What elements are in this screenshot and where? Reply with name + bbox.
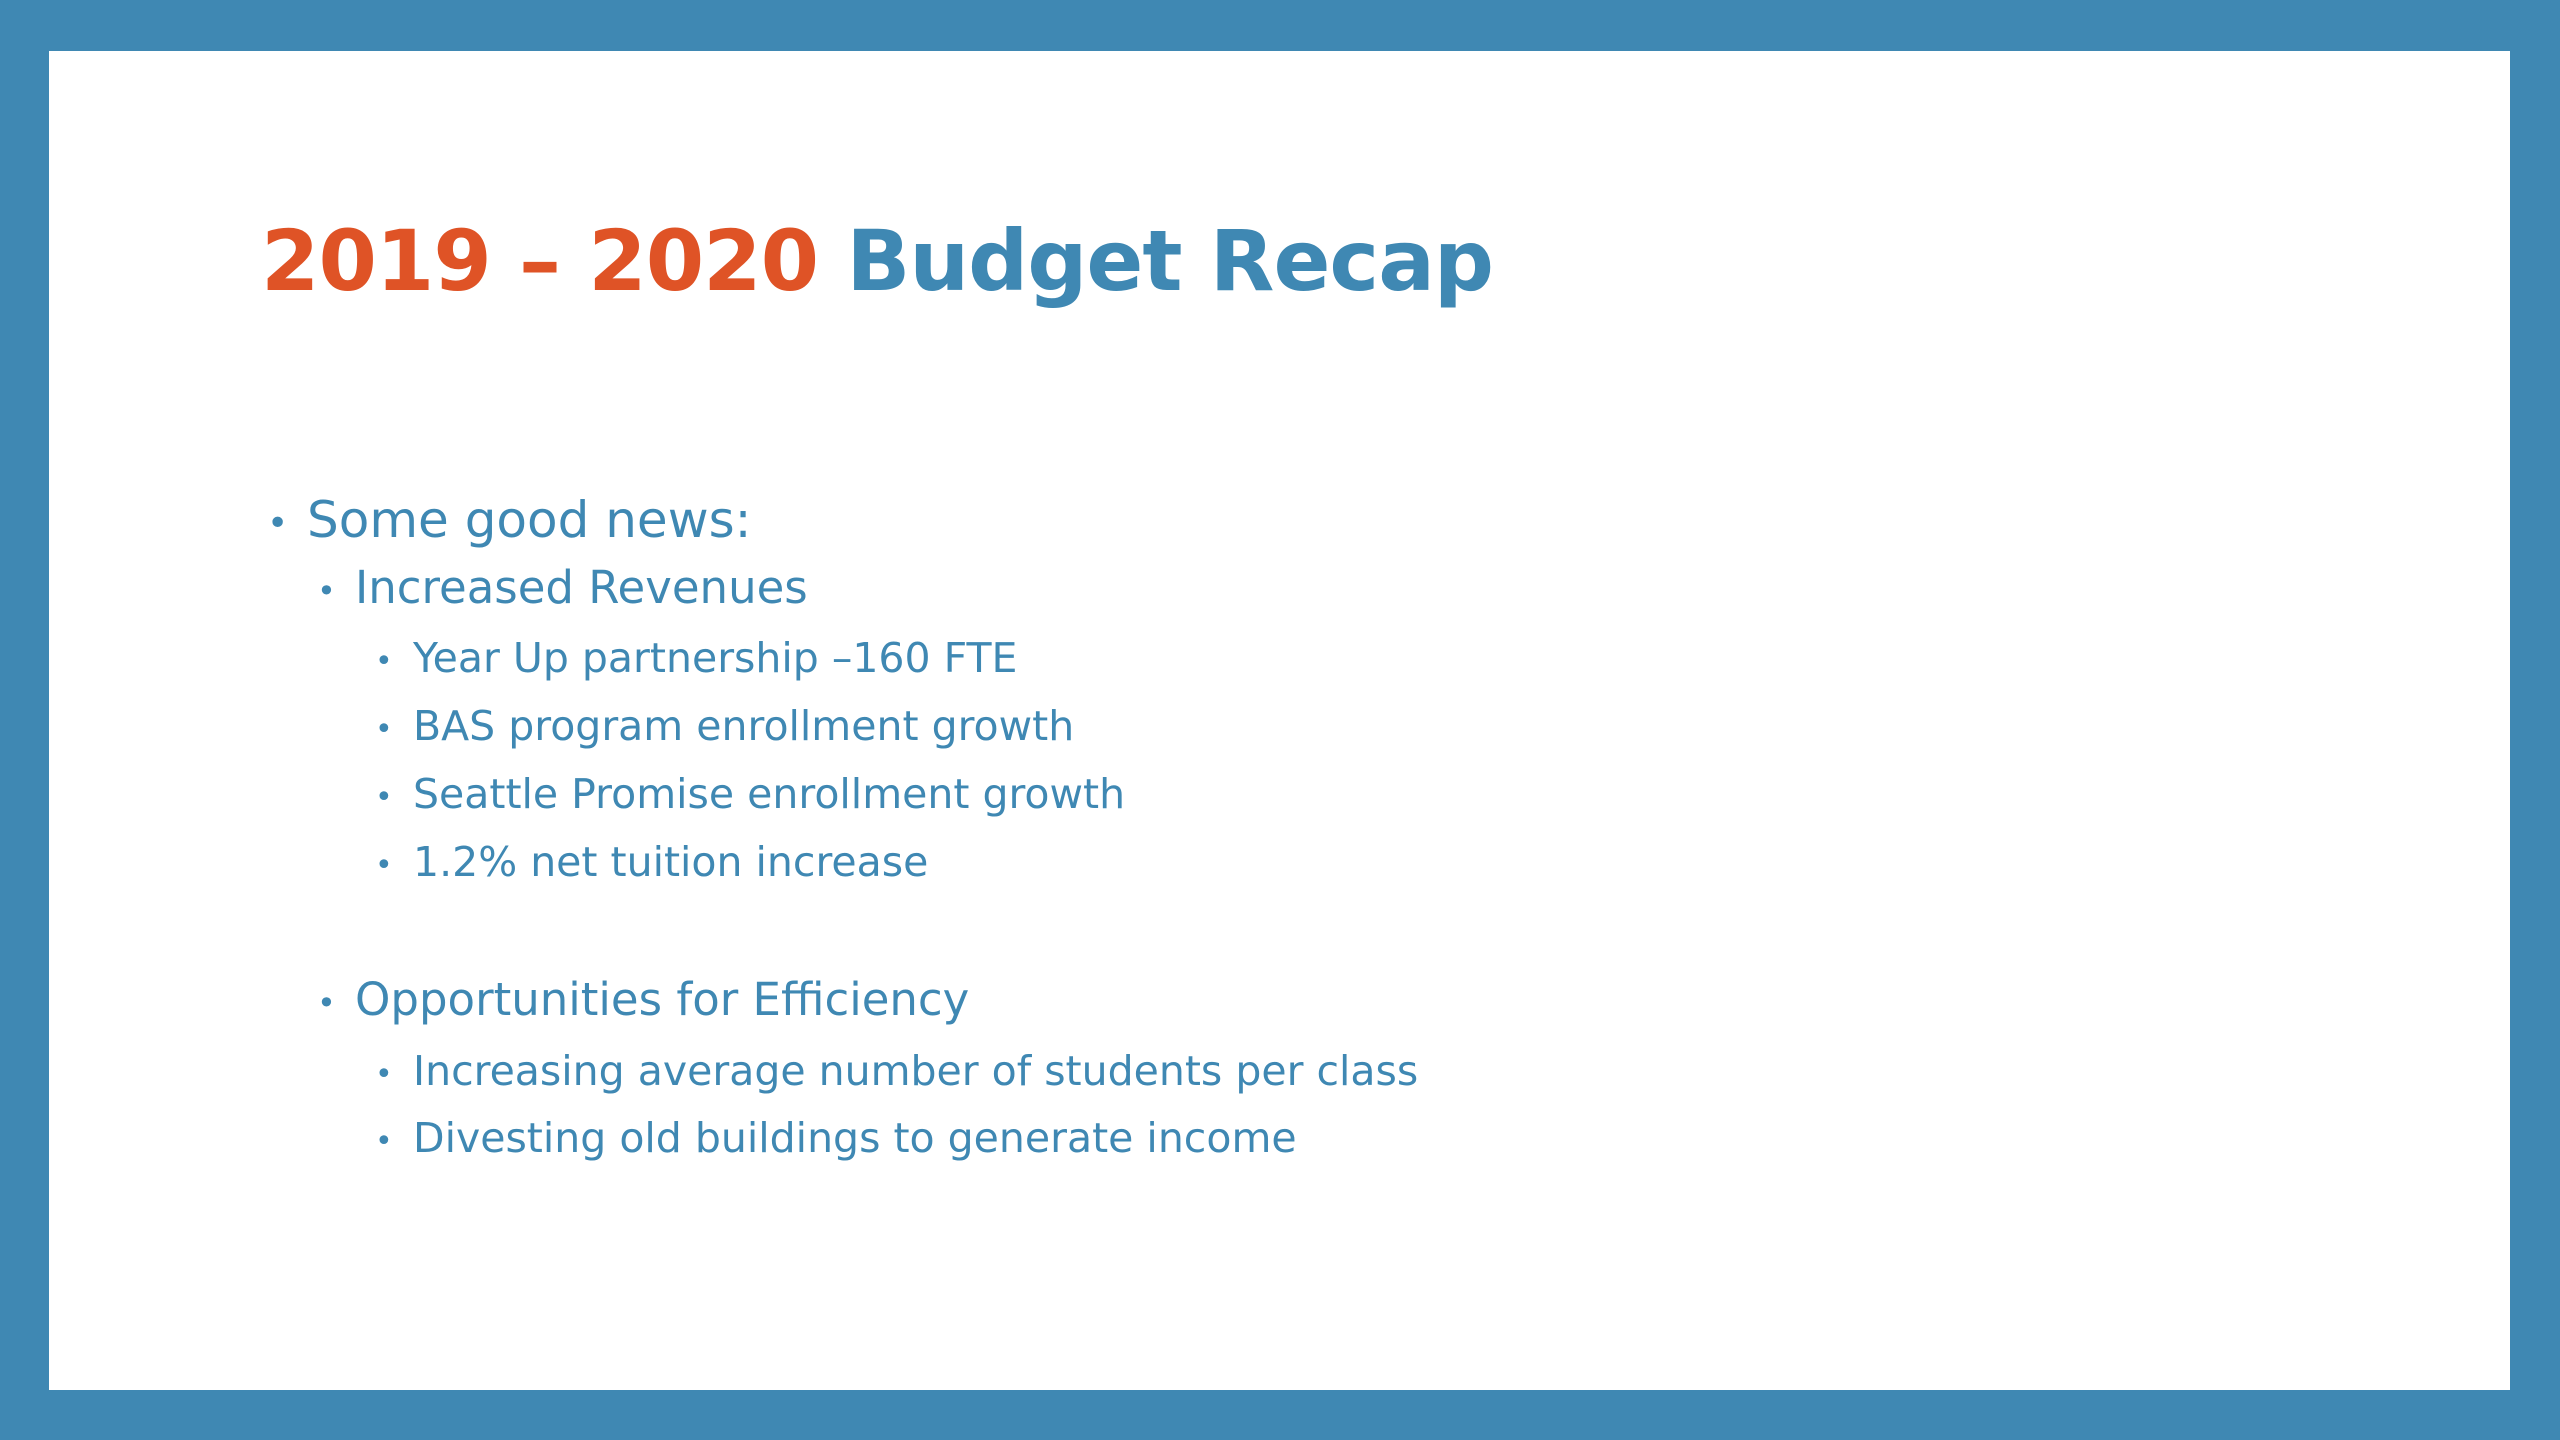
- bullet-opportunities-efficiency: [317, 973, 970, 1026]
- bullet-dot-icon: •: [375, 1124, 393, 1159]
- bullet-text: Opportunities for Efficiency: [355, 973, 970, 1026]
- bullet-dot-icon: •: [375, 644, 393, 679]
- slide: [49, 51, 2510, 1390]
- bullet-revenue-item: [375, 634, 1018, 682]
- bullet-revenue-item: [375, 838, 929, 886]
- bullet-text: Increased Revenues: [355, 561, 808, 614]
- bullet-dot-icon: •: [267, 503, 289, 544]
- bullet-dot-icon: •: [375, 780, 393, 815]
- bullet-text: Divesting old buildings to generate income: [413, 1114, 1297, 1162]
- bullet-dot-icon: •: [375, 1057, 393, 1092]
- bullet-text: Year Up partnership –160 FTE: [413, 634, 1018, 682]
- bullet-list: [49, 51, 2510, 1390]
- bullet-text: Some good news:: [307, 491, 752, 549]
- title-text: Budget Recap: [846, 212, 1494, 310]
- bullet-dot-icon: •: [317, 572, 336, 610]
- bullet-good-news: [267, 491, 752, 549]
- bullet-efficiency-item: [375, 1114, 1297, 1162]
- bullet-revenue-item: [375, 770, 1126, 818]
- bullet-text: BAS program enrollment growth: [413, 702, 1075, 750]
- bullet-text: Increasing average number of students per class: [413, 1047, 1419, 1095]
- bullet-increased-revenues: [317, 561, 808, 614]
- bullet-text: Seattle Promise enrollment growth: [413, 770, 1126, 818]
- bullet-text: 1.2% net tuition increase: [413, 838, 929, 886]
- bullet-dot-icon: •: [317, 984, 336, 1022]
- title-years: 2019 – 2020: [261, 212, 819, 310]
- bullet-dot-icon: •: [375, 848, 393, 883]
- bullet-efficiency-item: [375, 1047, 1419, 1095]
- bullet-revenue-item: [375, 702, 1075, 750]
- bullet-dot-icon: •: [375, 712, 393, 747]
